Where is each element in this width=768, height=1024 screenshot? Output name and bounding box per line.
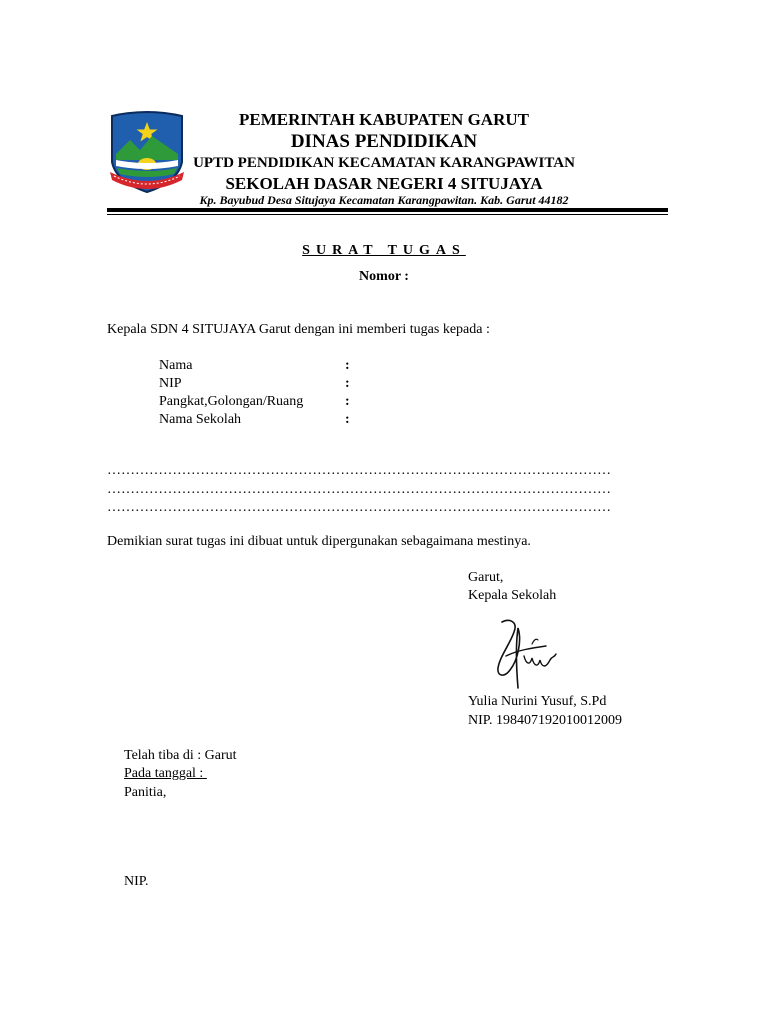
letterhead-school: SEKOLAH DASAR NEGERI 4 SITUJAYA (225, 174, 543, 193)
field-colon-sekolah: : (345, 412, 350, 427)
arrival-date-label: Pada tanggal : (124, 766, 207, 781)
arrival-committee: Panitia, (124, 785, 167, 800)
letterhead-uptd: UPTD PENDIDIKAN KECAMATAN KARANGPAWITAN (193, 155, 575, 171)
field-colon-nip: : (345, 376, 350, 391)
letterhead-department: DINAS PENDIDIKAN (290, 131, 478, 152)
dotted-line-2: ……………………………………………………………………………………………… (107, 482, 611, 497)
letter-intro: Kepala SDN 4 SITUJAYA Garut dengan ini memberi tugas kepada : (107, 322, 490, 337)
dotted-line-3: ……………………………………………………………………………………………… (107, 500, 611, 515)
signatory-name: Yulia Nurini Yusuf, S.Pd (468, 694, 607, 709)
field-label-nip: NIP (159, 376, 182, 391)
signature-position: Kepala Sekolah (468, 588, 557, 603)
signatory-nip: NIP. 198407192010012009 (468, 713, 623, 728)
field-colon-pangkat: : (345, 394, 350, 409)
letterhead-divider-thick (107, 208, 668, 212)
letter-number-label: Nomor : (359, 269, 409, 284)
letter-closing: Demikian surat tugas ini dibuat untuk dipergunakan sebagaimana mestinya. (107, 534, 531, 549)
signature-place: Garut, (468, 570, 504, 585)
arrival-location: Telah tiba di : Garut (124, 748, 237, 763)
letterhead-divider-thin (107, 214, 668, 215)
field-colon-nama: : (345, 358, 350, 373)
letterhead-address: Kp. Bayubud Desa Situjaya Kecamatan Karangpawitan. Kab. Garut 44182 (199, 193, 569, 207)
field-label-sekolah: Nama Sekolah (159, 412, 242, 427)
field-label-nama: Nama (159, 358, 193, 373)
handwritten-signature (488, 616, 562, 692)
dotted-line-1: ……………………………………………………………………………………………… (107, 463, 611, 478)
letterhead-government: PEMERINTAH KABUPATEN GARUT (239, 110, 529, 129)
letter-title: SURAT TUGAS (302, 243, 466, 258)
field-label-pangkat: Pangkat,Golongan/Ruang (159, 394, 304, 409)
committee-nip: NIP. (124, 874, 149, 889)
